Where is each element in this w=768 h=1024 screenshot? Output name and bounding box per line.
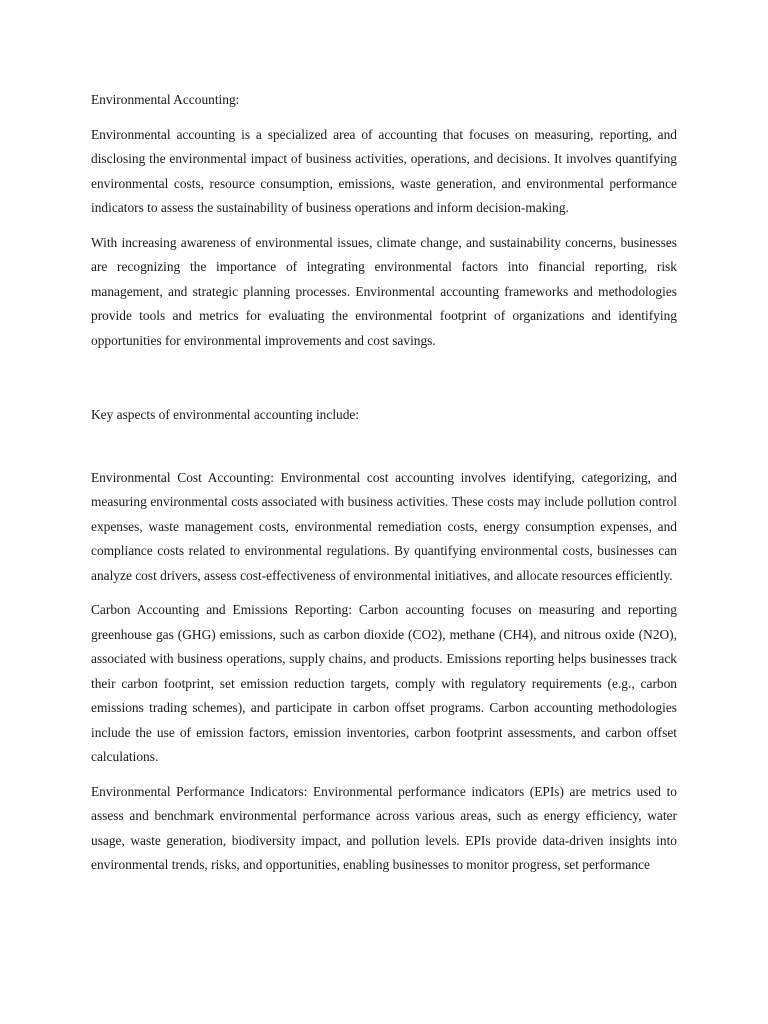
document-title: Environmental Accounting: — [91, 92, 240, 107]
aspect-paragraph-performance-indicators: Environmental Performance Indicators: Environmental performance indicators (EPIs) are metrics used to assess and benchmark environmental performance across various areas, such as energy efficiency, water usage, waste generation, biodiversity impact, and pollution levels. EPIs provide data-driven insights into environmental trends, risks, and opportunities, enabling businesses to monitor progress, set performance — [91, 783, 677, 872]
document-page — [91, 88, 677, 878]
aspect-paragraph-carbon-accounting: Carbon Accounting and Emissions Reporting: Carbon accounting focuses on measuring and reporting greenhouse gas (GHG) emissions, such as carbon dioxide (CO2), methane (CH4), and nitrous oxide (N2O), associated with business operations, supply chains, and products. Emissions reporting helps businesses track their carbon footprint, set emission reduction targets, comply with regulatory requirements (e.g., carbon emissions trading schemes), and participate in carbon offset programs. Carbon accounting methodologies include the use of emission factors, emission inventories, carbon footprint assessments, and carbon offset calculations. — [91, 602, 677, 764]
intro-paragraph-1: Environmental accounting is a specialized area of accounting that focuses on measuring, reporting, and disclosing the environmental impact of business activities, operations, and decisions. It involves quantifying environmental costs, resource consumption, emissions, waste generation, and environmental performance indicators to assess the sustainability of business operations and inform decision-making. — [91, 126, 677, 215]
aspects-heading: Key aspects of environmental accounting include: — [91, 407, 360, 422]
aspect-paragraph-cost-accounting: Environmental Cost Accounting: Environmental cost accounting involves identifying, categorizing, and measuring environmental costs associated with business activities. These costs may include pollution control expenses, waste management costs, environmental remediation costs, energy consumption expenses, and compliance costs related to environmental regulations. By quantifying environmental costs, businesses can analyze cost drivers, assess cost-effectiveness of environmental initiatives, and allocate resources efficiently. — [91, 469, 677, 583]
intro-paragraph-2: With increasing awareness of environmental issues, climate change, and sustainability concerns, businesses are recognizing the importance of integrating environmental factors into financial reporting, risk management, and strategic planning processes. Environmental accounting frameworks and methodologies provide tools and metrics for evaluating the environmental footprint of organizations and identifying opportunities for environmental improvements and cost savings. — [91, 234, 677, 348]
